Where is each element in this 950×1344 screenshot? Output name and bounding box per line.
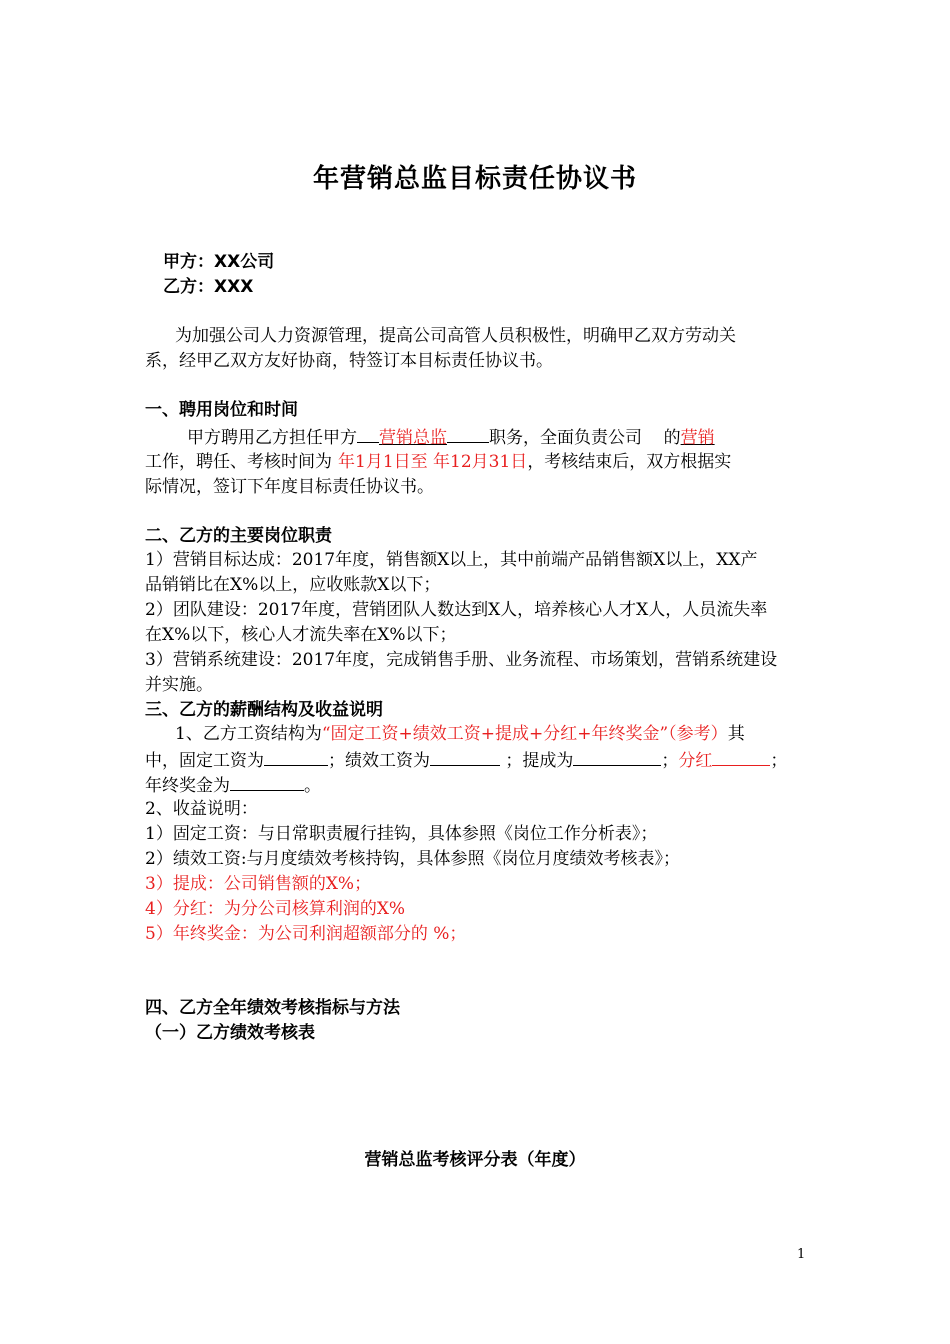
- income-item-4: 4）分红：为分公司核算利润的X%: [145, 899, 406, 919]
- section-2-line-2: 品销销比在X%以上，应收账款X以下；: [145, 575, 441, 595]
- party-a: 甲方：XX公司: [163, 252, 275, 272]
- commission-blank: [573, 747, 661, 766]
- position-name: 营销总监: [379, 428, 447, 448]
- section-1-text-b: 职务，全面负责公司: [489, 428, 642, 448]
- section-2-line-6: 并实施。: [145, 675, 213, 695]
- section-1-line-2: [145, 450, 731, 474]
- table-title: 营销总监考核评分表（年度）: [364, 1150, 586, 1170]
- section-4-subheading: （一）乙方绩效考核表: [145, 1023, 315, 1043]
- section-2-line-5: 3）营销系统建设：2017年度，完成销售手册、业务流程、市场策划，营销系统建设: [145, 650, 778, 670]
- blank-line: [447, 424, 489, 443]
- department-name: 营销: [680, 428, 715, 448]
- section-3-heading: 三、乙方的薪酬结构及收益说明: [145, 700, 383, 720]
- section-3-line-3: [145, 772, 321, 798]
- income-item-2: 2）绩效工资:与月度绩效考核持钩，具体参照《岗位月度绩效考核表》；: [145, 849, 681, 869]
- section-3-line-1: [175, 722, 745, 746]
- section-1-text-e: ，考核结束后，双方根据实: [527, 452, 732, 472]
- section-2-line-1: 1）营销目标达成：2017年度，销售额X以上，其中前端产品销售额X以上，XX产: [145, 550, 758, 570]
- income-item-3: 3）提成：公司销售额的X%；: [145, 874, 372, 894]
- separator-2: ；: [770, 751, 788, 771]
- commission-label: ；提成为: [505, 751, 574, 771]
- appointment-period: 年1月1日至 年12月31日: [338, 452, 528, 472]
- salary-formula: “固定工资+绩效工资+提成+分红+年终奖金”（参考）: [321, 724, 728, 744]
- period-mark: 。: [304, 776, 321, 796]
- section-1-line-1: [187, 424, 715, 450]
- section-3-line-2: [145, 747, 787, 773]
- section-1-heading: 一、聘用岗位和时间: [145, 400, 298, 420]
- intro-line-1: 为加强公司人力资源管理，提高公司高管人员积极性，明确甲乙双方劳动关: [175, 326, 736, 346]
- intro-line-2: 系，经甲乙双方友好协商，特签订本目标责任协议书。: [145, 351, 553, 371]
- income-item-5: 5）年终奖金：为公司利润超额部分的 %；: [145, 924, 467, 944]
- section-3-text-a: 1、乙方工资结构为: [175, 724, 322, 744]
- section-1-line-3: 际情况，签订下年度目标责任协议书。: [145, 477, 434, 497]
- fixed-salary-label: 中，固定工资为: [145, 751, 264, 771]
- section-1-text-d: 工作，聘任、考核时间为: [145, 452, 332, 472]
- section-2-heading: 二、乙方的主要岗位职责: [145, 526, 332, 546]
- document-title: 年营销总监目标责任协议书: [312, 164, 637, 194]
- blank-line: [357, 424, 379, 443]
- separator: ；: [661, 751, 679, 771]
- section-2-line-4: 在X%以下，核心人才流失率在X%以下；: [145, 625, 457, 645]
- income-heading: 2、收益说明：: [145, 799, 258, 819]
- page-number: 1: [797, 1247, 806, 1262]
- section-3-text-b: 其: [727, 724, 745, 744]
- section-1-text-a: 甲方聘用乙方担任甲方: [187, 428, 357, 448]
- fixed-salary-blank: [264, 747, 328, 766]
- section-1-text-c: 的: [663, 428, 681, 448]
- dividend-blank: [712, 747, 770, 766]
- performance-salary-label: ；绩效工资为: [328, 751, 430, 771]
- year-end-bonus-blank: [230, 772, 304, 791]
- income-item-1: 1）固定工资：与日常职责履行挂钩，具体参照《岗位工作分析表》；: [145, 824, 658, 844]
- dividend-label: 分红: [678, 751, 713, 771]
- year-end-bonus-label: 年终奖金为: [145, 776, 230, 796]
- performance-salary-blank: [430, 747, 500, 766]
- section-4-heading: 四、乙方全年绩效考核指标与方法: [145, 998, 400, 1018]
- party-b: 乙方：XXX: [163, 277, 254, 297]
- section-2-line-3: 2）团队建设：2017年度，营销团队人数达到X人，培养核心人才X人，人员流失率: [145, 600, 768, 620]
